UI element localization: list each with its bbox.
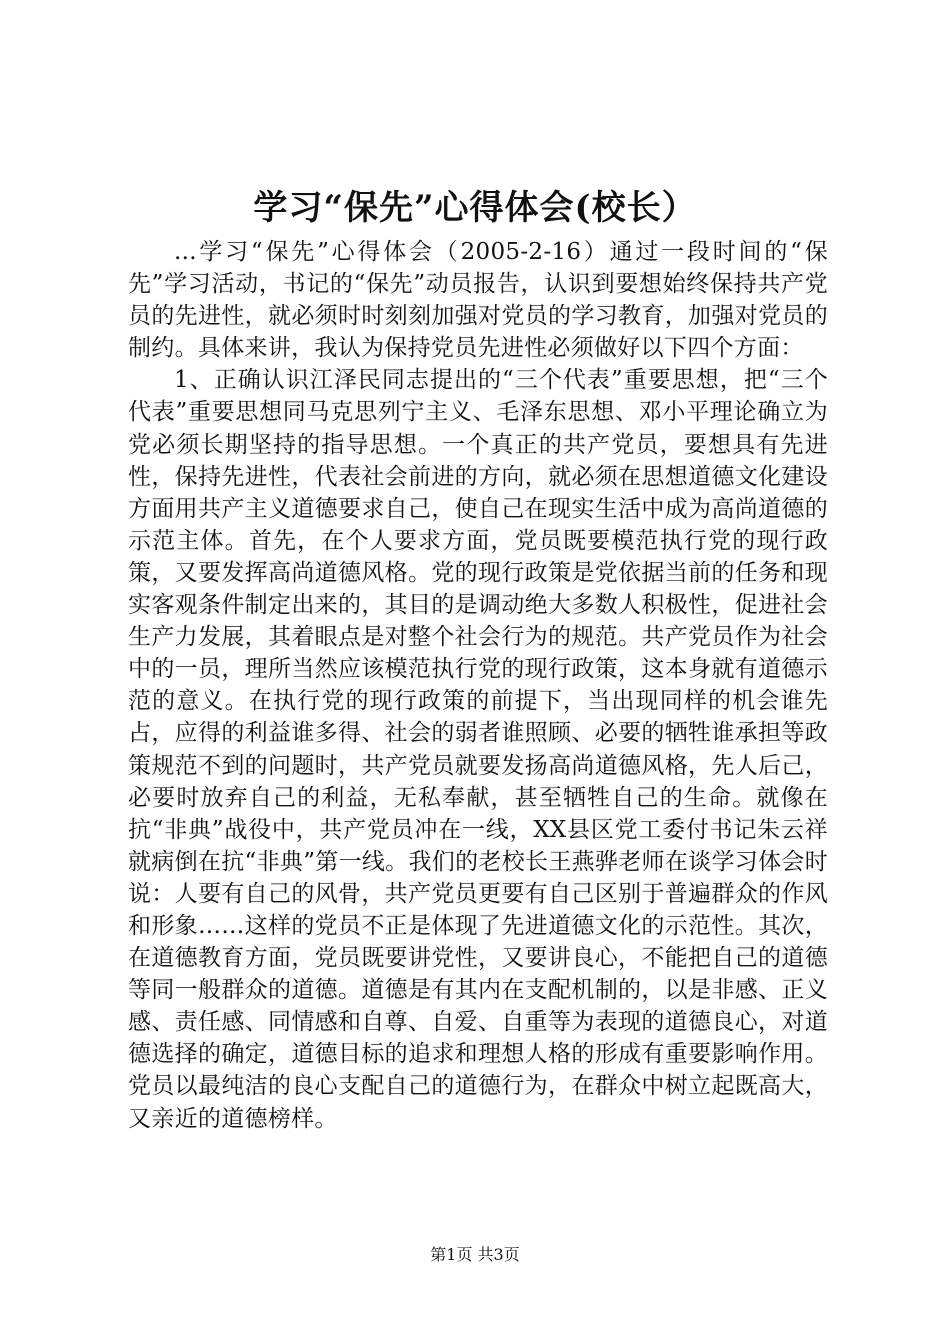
paragraph-intro: ...学习“保先”心得体会（2005-2-16）通过一段时间的“保先”学习活动，书记的“保先”动员报告，认识到要想始终保持共产党员的先进性，就必须时时刻刻加强对党员的学习教育，加强对党员的制约。具体来讲，我认为保持党员先进性必须做好以下四个方面： <box>128 239 828 362</box>
page-footer: 第1页 共3页 <box>430 1245 520 1264</box>
paragraph-point-1: 1、正确认识江泽民同志提出的“三个代表”重要思想，把“三个代表”重要思想同马克思列宁主义、毛泽东思想、邓小平理论确立为党必须长期坚持的指导思想。一个真正的共产党员，要想具有先进性，保持先进性，代表社会前进的方向，就必须在思想道德文化建设方面用共产主义道德要求自己，使自己在现实生活中成为高尚道德的示范主体。首先，在个人要求方面，党员既要模范执行党的现行政策，又要发挥高尚道德风格。党的现行政策是党依据当前的任务和现实客观条件制定出来的，其目的是调动绝大多数人积极性，促进社会生产力发展，其着眼点是对整个社会行为的规范。共产党员作为社会中的一员，理所当然应该模范执行党的现行政策，这本身就有道德示范的意义。在执行党的现行政策的前提下，当出现同样的机会谁先占，应得的利益谁多得、社会的弱者谁照顾、必要的牺牲谁承担等政策规范不到的问题时，共产党员就要发扬高尚道德风格，先人后己，必要时放弃自己的利益，无私奉献，甚至牺牲自己的生命。就像在抗“非典”战役中，共产党员冲在一线，XX县区党工委付书记朱云祥就病倒在抗“非典”第一线。我们的老校长王燕骅老师在谈学习体会时说：人要有自己的风骨，共产党员更要有自己区别于普遍群众的作风和形象……这样的党员不正是体现了先进道德文化的示范性。其次，在道德教育方面，党员既要讲党性，又要讲良心，不能把自己的道德等同一般群众的道德。道德是有其内在支配机制的，以是非感、正义感、责任感、同情感和自尊、自爱、自重等为表现的道德良心，对道德选择的确定，道德目标的追求和理想人格的形成有重要影响作用。党员以最纯洁的良心支配自己的道德行为，在群众中树立起既高大，又亲近的道德榜样。 <box>128 367 828 1132</box>
document-title: 学习“保先”心得体会(校长） <box>253 188 697 228</box>
document-body <box>128 236 828 1135</box>
